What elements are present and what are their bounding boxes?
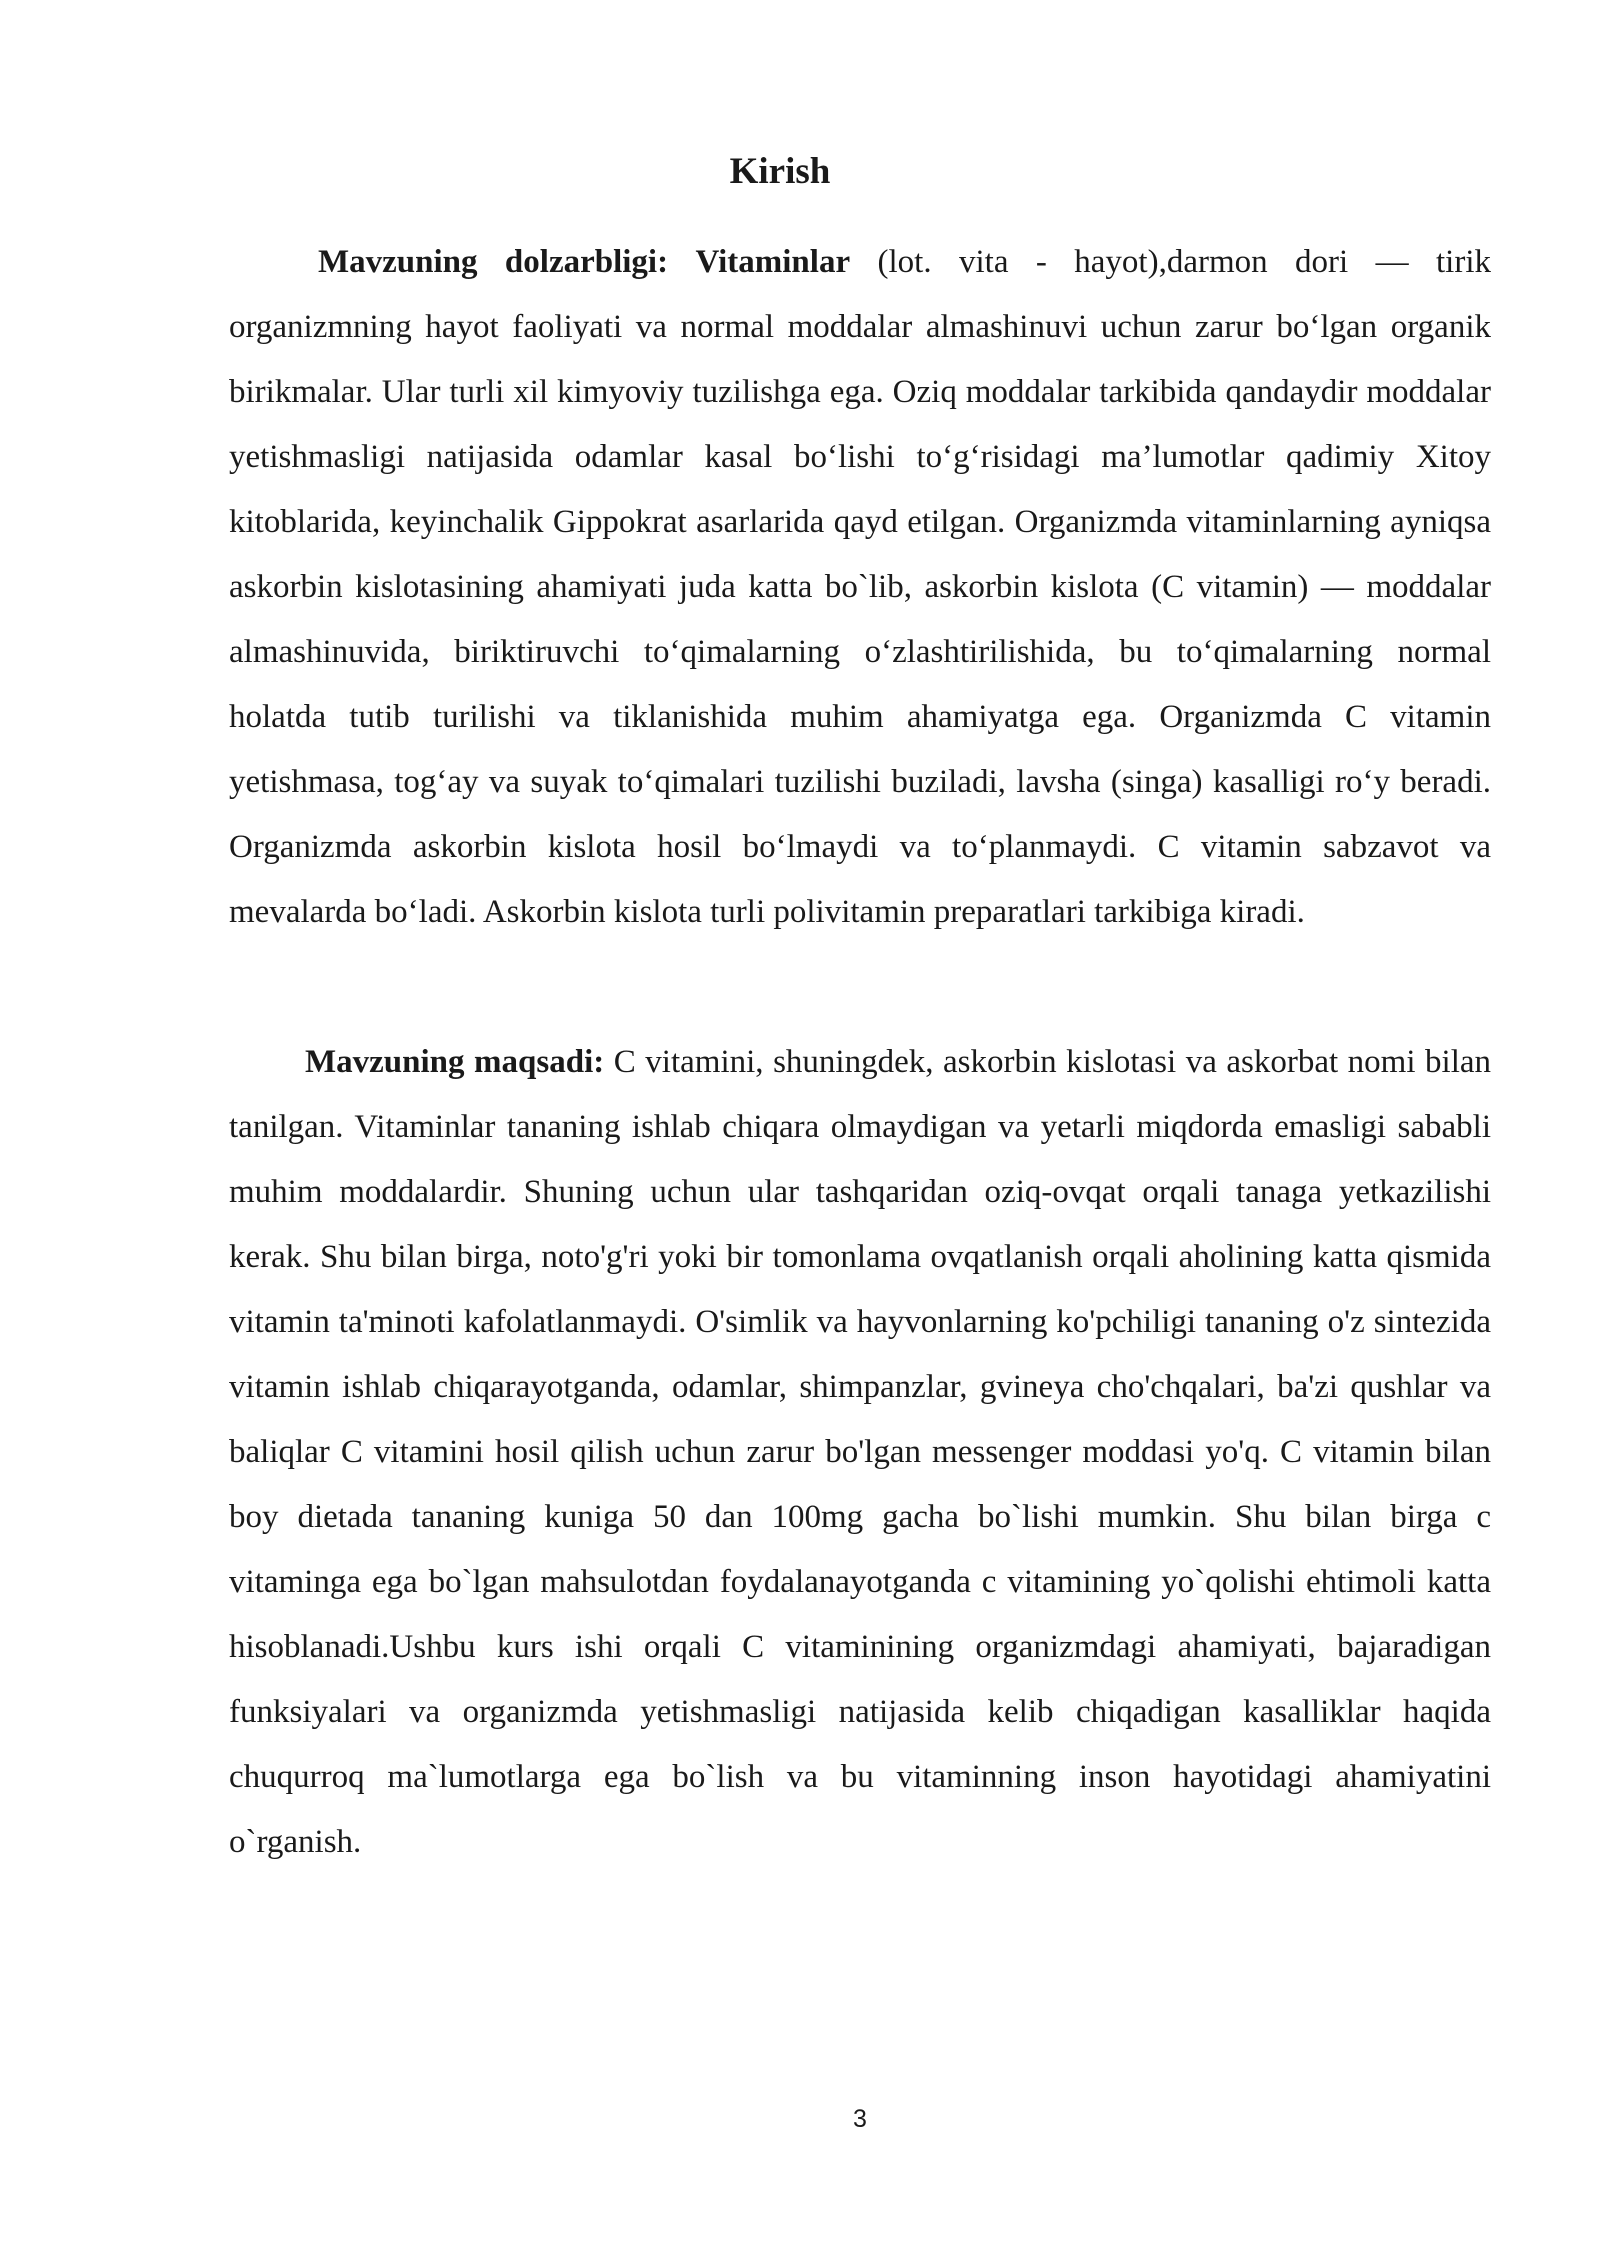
goal-label: Mavzuning maqsadi: — [305, 1044, 605, 1080]
page-number: 3 — [853, 2105, 867, 2133]
relevance-paragraph — [229, 230, 1491, 945]
vitamins-term: Vitaminlar — [695, 244, 851, 280]
relevance-text: (lot. vita - hayot),darmon dori — tirik organizmning hayot faoliyati va normal moddalar almashinuvi uchun zarur bo‘lgan organik birikmalar. Ular turli xil kimyoviy tuzilishga ega. Oziq moddalar tarkibida qandaydir moddalar yetishmasligi natijasida odamlar kasal bo‘lishi to‘g‘risidagi ma’lumotlar qadimiy Xitoy kitoblarida, keyinchalik Gippokrat asarlarida qayd etilgan. Organizmda vitaminlarning ayniqsa askorbin kislotasining ahamiyati juda katta bo`lib, askorbin kislota (C vitamin) — moddalar almashinuvida, biriktiruvchi to‘qimalarning o‘zlashtirilishida, bu to‘qimalarning normal holatda tutib turilishi va tiklanishida muhim ahamiyatga ega. Organizmda C vitamin yetishmasa, tog‘ay va suyak to‘qimalari tuzilishi buziladi, lavsha (singa) kasalligi ro‘y beradi. Organizmda askorbin kislota hosil bo‘lmaydi va to‘planmaydi. C vitamin sabzavot va mevalarda bo‘ladi. Askorbin kislota turli polivitamin preparatlari tarkibiga kiradi. — [229, 244, 1491, 930]
goal-paragraph — [229, 1030, 1491, 1875]
relevance-label: Mavzuning dolzarbligi: — [318, 244, 669, 280]
goal-text: C vitamini, shuningdek, askorbin kislotasi va askorbat nomi bilan tanilgan. Vitaminlar tananing ishlab chiqara olmaydigan va yetarli miqdorda emasligi sababli muhim moddalardir. Shuning uchun ular tashqaridan oziq-ovqat orqali tanaga yetkazilishi kerak. Shu bilan birga, noto'g'ri yoki bir tomonlama ovqatlanish orqali aholining katta qismida vitamin ta'minoti kafolatlanmaydi. O'simlik va hayvonlarning ko'pchiligi tananing o'z sintezida vitamin ishlab chiqarayotganda, odamlar, shimpanzlar, gvineya cho'chqalari, ba'zi qushlar va baliqlar C vitamini hosil qilish uchun zarur bo'lgan messenger moddasi yo'q. C vitamin bilan boy dietada tananing kuniga 50 dan 100mg gacha bo`lishi mumkin. Shu bilan birga c vitaminga ega bo`lgan mahsulotdan foydalanayotganda c vitamining yo`qolishi ehtimoli katta hisoblanadi.Ushbu kurs ishi orqali C vitaminining organizmdagi ahamiyati, bajaradigan funksiyalari va organizmda yetishmasligi natijasida kelib chiqadigan kasalliklar haqida chuqurroq ma`lumotlarga ega bo`lish va bu vitaminning inson hayotidagi ahamiyatini o`rganish. — [229, 1044, 1492, 1860]
page-heading: Kirish — [729, 151, 831, 192]
